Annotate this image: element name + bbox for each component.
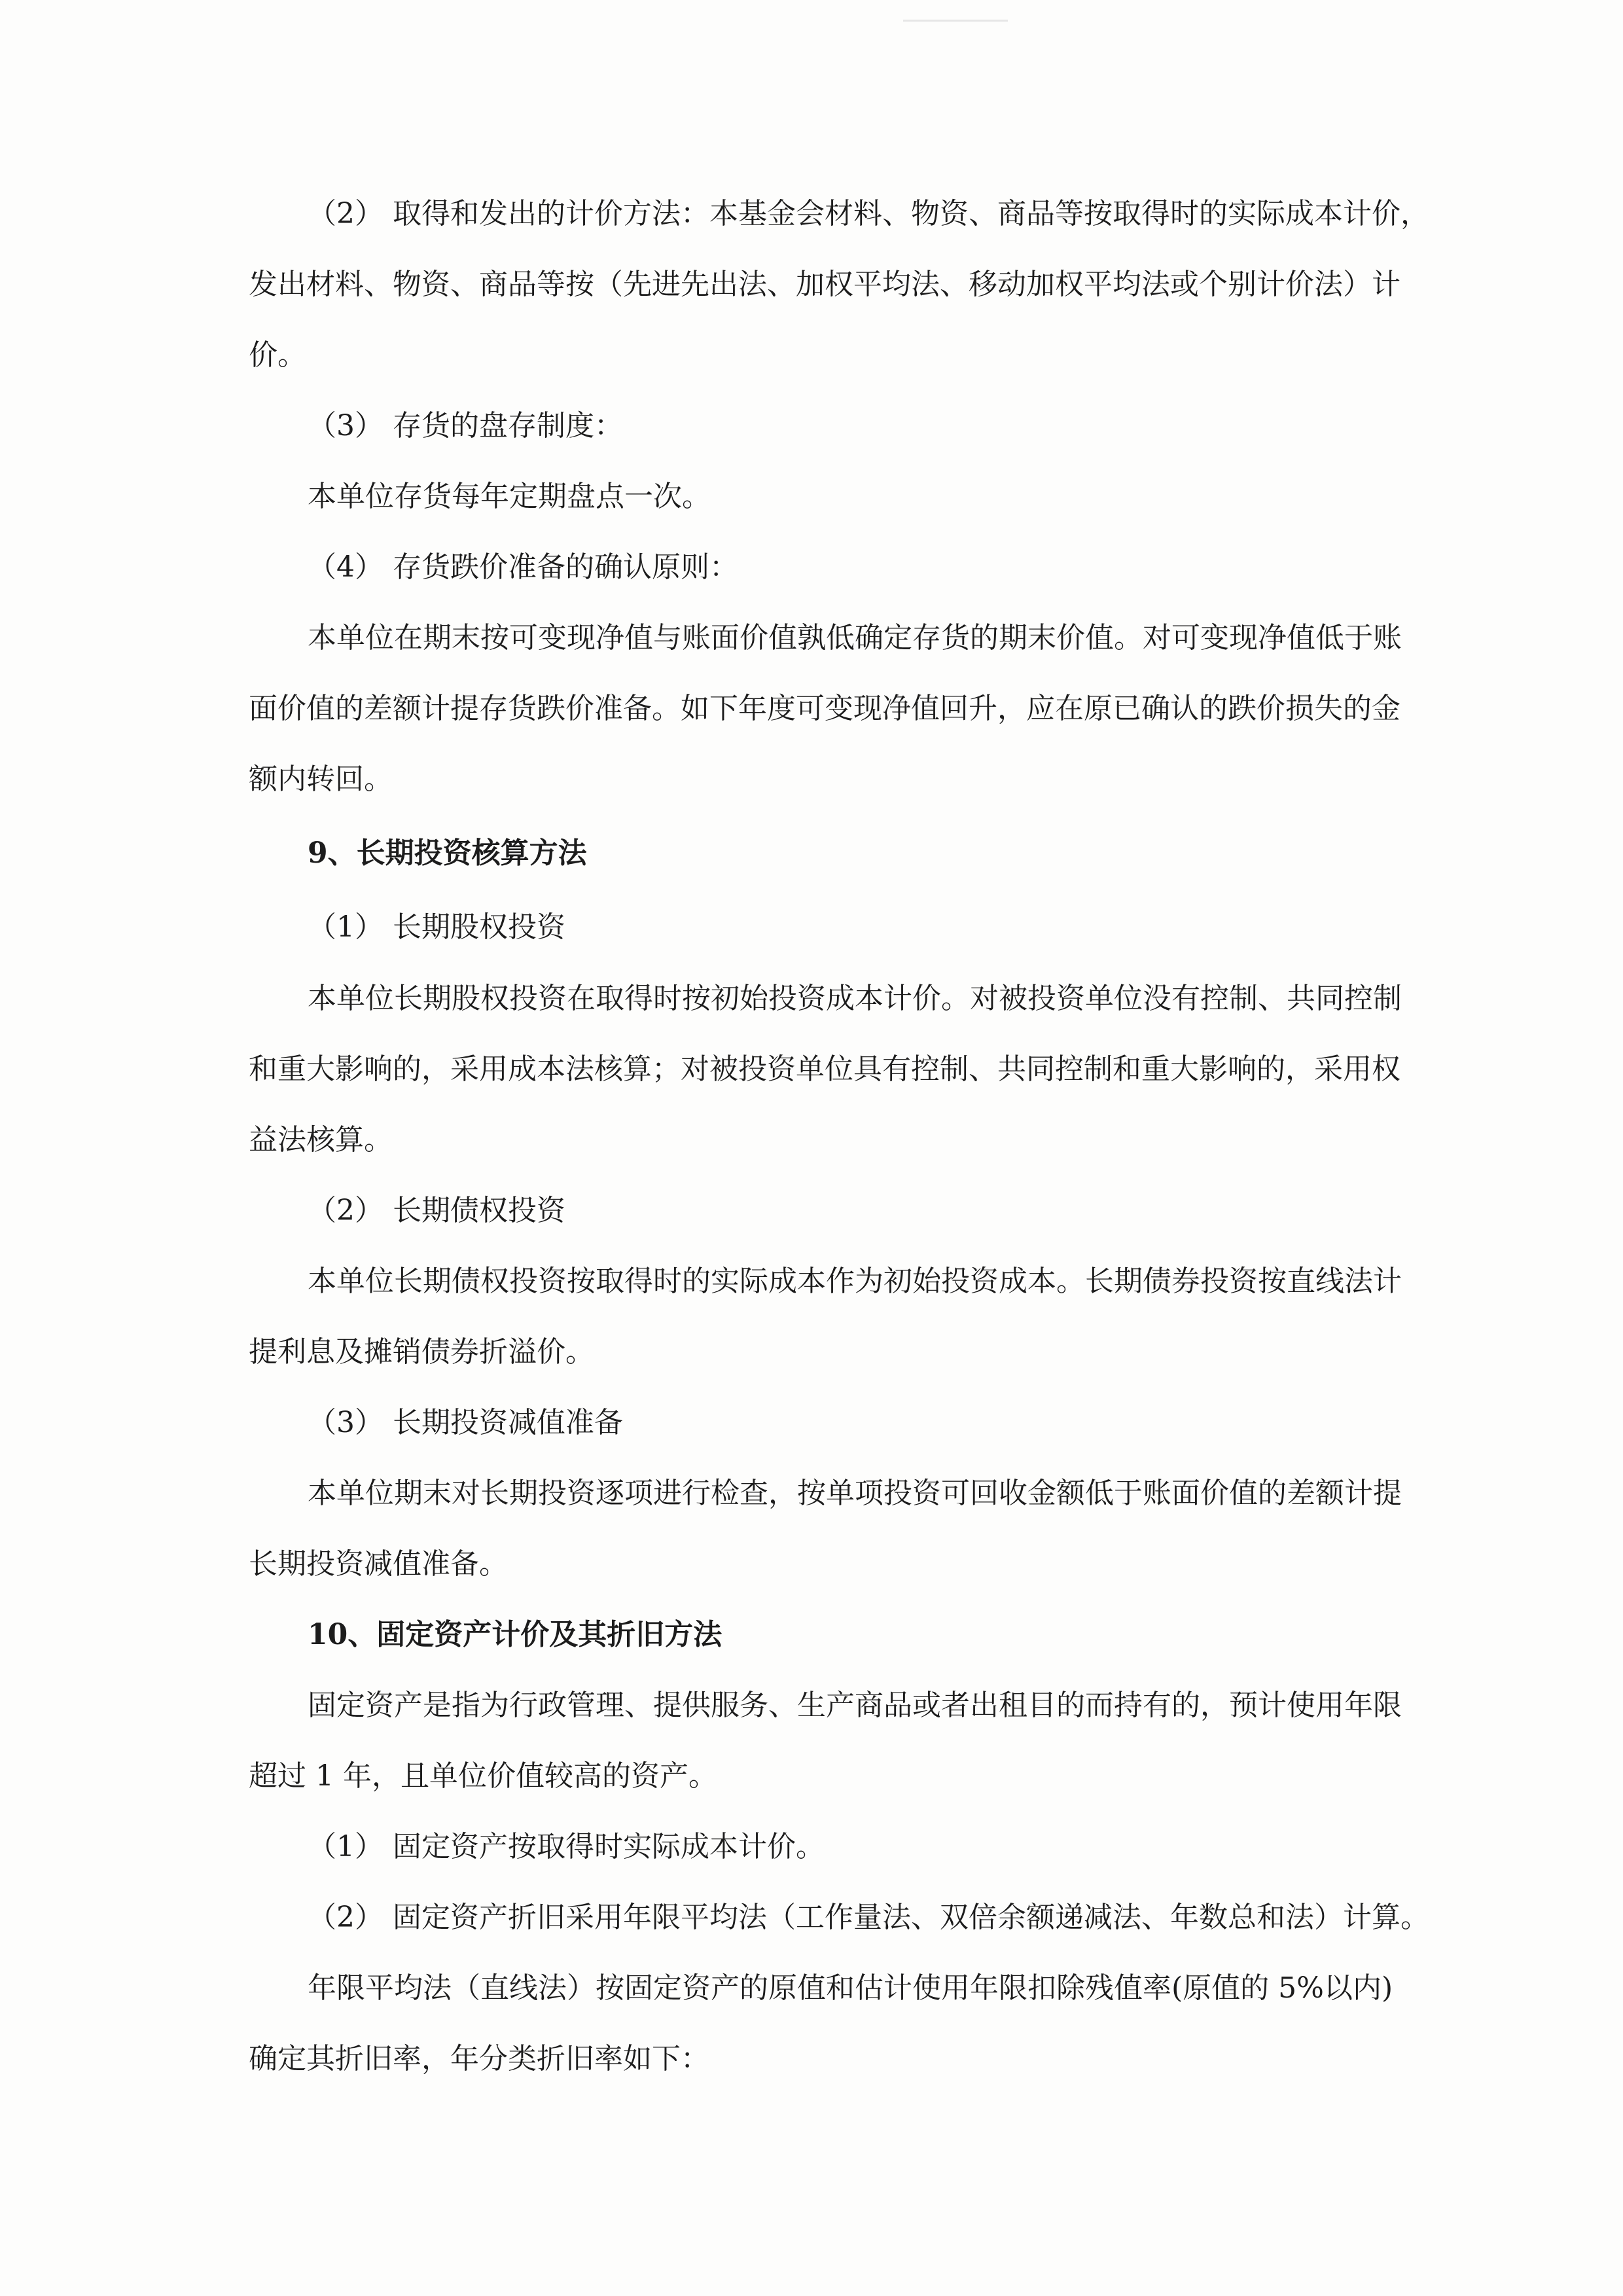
text-line: 固定资产是指为行政管理、提供服务、生产商品或者出租目的而持有的，预计使用年限: [308, 1689, 1402, 1722]
text-line: 和重大影响的，采用成本法核算；对被投资单位具有控制、共同控制和重大影响的，采用权: [249, 1052, 1400, 1086]
text-line: 益法核算。: [249, 1123, 393, 1157]
text-line: 价。: [249, 338, 306, 372]
text-line: 本单位存货每年定期盘点一次。: [308, 480, 711, 513]
text-line: 确定其折旧率，年分类折旧率如下：: [249, 2042, 709, 2075]
scan-mark: [903, 20, 1008, 22]
text-line: 面价值的差额计提存货跌价准备。如下年度可变现净值回升，应在原已确认的跌价损失的金: [249, 692, 1400, 725]
text-line: 本单位长期债权投资按取得时的实际成本作为初始投资成本。长期债券投资按直线法计: [308, 1265, 1402, 1298]
text-line: 提利息及摊销债券折溢价。: [249, 1335, 594, 1369]
text-line: 年限平均法（直线法）按固定资产的原值和估计使用年限扣除残值率(原值的 5%以内): [308, 1971, 1393, 2005]
section-heading: 9、长期投资核算方法: [308, 836, 587, 870]
text-line: 发出材料、物资、商品等按（先进先出法、加权平均法、移动加权平均法或个别计价法）计: [249, 268, 1400, 301]
text-line: （1） 固定资产按取得时实际成本计价。: [308, 1830, 825, 1863]
text-line: （3） 长期投资减值准备: [308, 1406, 623, 1439]
text-line: （2） 长期债权投资: [308, 1194, 565, 1227]
text-line: 超过 1 年，且单位价值较高的资产。: [249, 1759, 717, 1793]
text-line: 长期投资减值准备。: [249, 1547, 508, 1581]
text-line: 本单位在期末按可变现净值与账面价值孰低确定存货的期末价值。对可变现净值低于账: [308, 621, 1402, 655]
text-line: （2） 固定资产折旧采用年限平均法（工作量法、双倍余额递减法、年数总和法）计算。: [308, 1901, 1429, 1934]
text-line: 本单位长期股权投资在取得时按初始投资成本计价。对被投资单位没有控制、共同控制: [308, 982, 1402, 1015]
text-line: 本单位期末对长期投资逐项进行检查，按单项投资可回收金额低于账面价值的差额计提: [308, 1477, 1402, 1510]
text-line: （3） 存货的盘存制度：: [308, 409, 623, 442]
section-heading: 10、固定资产计价及其折旧方法: [308, 1618, 722, 1651]
text-line: 额内转回。: [249, 762, 393, 796]
text-line: （2） 取得和发出的计价方法：本基金会材料、物资、商品等按取得时的实际成本计价，: [308, 197, 1429, 230]
text-line: （1） 长期股权投资: [308, 910, 565, 944]
text-line: （4） 存货跌价准备的确认原则：: [308, 550, 738, 584]
